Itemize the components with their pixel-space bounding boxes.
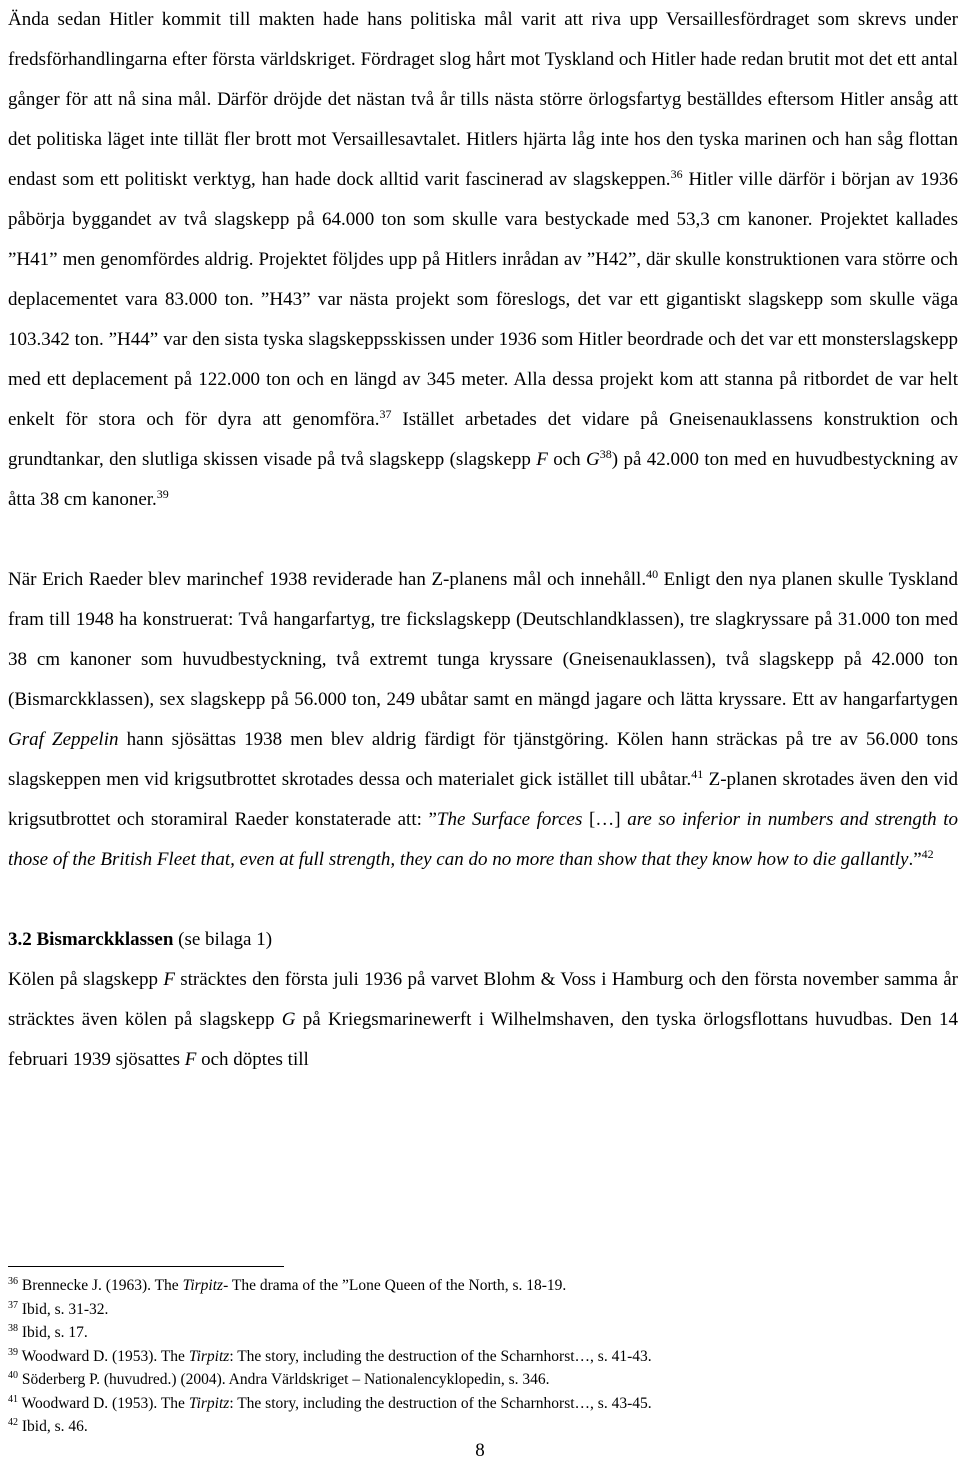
text-run: och döptes till	[196, 1049, 309, 1070]
text-run: […]	[582, 809, 628, 830]
section-title: 3.2 Bismarckklassen	[8, 929, 174, 950]
footnote-item	[8, 1415, 958, 1439]
footnote-text: Ibid, s. 46.	[18, 1418, 88, 1435]
text-run: Enligt den nya planen skulle Tyskland fram till 1948 ha konstruerat: Två hangarfartyg, tre fickslagskepp (Deutschlandklassen), tre slagkryssare på 31.000 ton med 38 cm kanoner som huvudbestyckning, två extremt tunga kryssare (Gneisenauklassen), två slagskepp på 42.000 ton (Bismarckklassen), sex slagskepp på 56.000 ton, 249 ubåtar samt en mängd jagare och lätta kryssare. Ett av hangarfartygen	[8, 569, 958, 710]
footnote-separator	[8, 1266, 284, 1267]
section-heading	[8, 920, 958, 960]
text-run: Ända sedan Hitler kommit till makten hade hans politiska mål varit att riva upp Versaillesfördraget som skrevs under fredsförhandlingarna efter första världskriget. Fördraget slog hårt mot Tyskland och Hitler hade redan brutit mot det ett antal gånger för att nå sina mål. Därför dröjde det nästan två år tills nästa större örlogsfartyg beställdes eftersom Hitler ansåg att det politiska läget inte tillät fler brott mot Versaillesavtalet. Hitlers hjärta låg inte hos den tyska marinen och han såg flottan endast som ett politiskt verktyg, han hade dock alltid varit fascinerad av slagskeppen.	[8, 9, 958, 190]
footnote-number: 39	[8, 1346, 18, 1358]
text-run: Kölen på slagskepp	[8, 969, 164, 990]
footnote-ref-37[interactable]: 37	[379, 407, 392, 421]
text-run: Z-planen skrotades även den vid krigsutbrottet och storamiral Raeder konstaterade att: ”	[8, 769, 958, 830]
footnote-italic: Tirpitz	[188, 1347, 230, 1365]
footnote-italic: Tirpitz-	[182, 1277, 229, 1294]
section-note: (se bilaga 1)	[173, 929, 273, 950]
italic-ship-f: F	[536, 449, 548, 470]
text-run: När Erich Raeder blev marinchef 1938 reviderade han Z-planens mål och innehåll.	[8, 569, 647, 590]
footnote-number: 42	[8, 1417, 18, 1428]
footnote-item	[8, 1274, 958, 1298]
paragraph-bismarck	[8, 960, 958, 1080]
italic-ship-f: F	[184, 1049, 197, 1070]
page-number: 8	[475, 1440, 485, 1461]
footnote-ref-41[interactable]: 41	[691, 767, 704, 781]
text-run: Hitler ville därför i början av 1936 påbörja byggandet av två slagskepp på 64.000 ton som skulle vara bestyckade med 53,3 cm kanoner. Projektet kallades ”H41” men genomfördes aldrig. Projektet följdes upp på Hitlers inrådan av ”H42”, där skulle konstruktionen vara större och deplacementet vara 83.000 ton. ”H43” var nästa projekt som föreslogs, det var ett gigantiskt slagskepp som skulle väga 103.342 ton. ”H44” var den sista tyska slagskeppsskissen under 1936 som Hitler beordrade och det var ett monsterslagskepp med ett deplacement på 122.000 ton och en längd av 345 meter. Alla dessa projekt kom att stanna på ritbordet de var helt enkelt för stora och för dyra att genomföra.	[8, 169, 958, 430]
footnote-ref-38[interactable]: 38	[599, 447, 612, 461]
footnote-item	[8, 1321, 958, 1345]
italic-graf-zeppelin: Graf Zeppelin	[8, 729, 119, 750]
footnote-text: Woodward D. (1953). The	[18, 1394, 189, 1412]
text-run: .”	[908, 849, 922, 870]
italic-ship-g: G	[586, 449, 600, 470]
footnote-text: Ibid, s. 17.	[18, 1324, 88, 1341]
text-run: hann sjösättas 1938 men blev aldrig färdigt för tjänstgöring. Kölen hann sträckas på tre av 56.000 tons slagskeppen men vid krigsutbrottet skrotades dessa och materialet gick istället till ubåtar.	[8, 729, 958, 790]
footnote-number: 38	[8, 1323, 18, 1334]
footnote-number: 36	[8, 1276, 18, 1287]
footnote-item	[8, 1298, 958, 1322]
footnote-item	[8, 1392, 958, 1416]
text-run: och	[547, 449, 587, 470]
paragraph-z-plan	[8, 560, 958, 880]
footnote-italic: Tirpitz	[188, 1394, 230, 1412]
footnote-number: 41	[8, 1393, 18, 1405]
paragraph-versailles	[8, 0, 958, 520]
text-run: på Kriegsmarinewerft i Wilhelmshaven, den tyska örlogsflottans huvudbas. Den 14 februari 1939 sjösattes	[8, 1009, 958, 1070]
footnote-item	[8, 1368, 958, 1392]
footnote-ref-42[interactable]: 42	[921, 847, 934, 861]
footnote-text: Woodward D. (1953). The	[18, 1347, 189, 1365]
footnote-text: The drama of the ”Lone Queen of the North, s. 18-19.	[228, 1277, 567, 1294]
italic-ship-f: F	[163, 969, 175, 990]
footnote-ref-40[interactable]: 40	[646, 567, 659, 581]
footnote-ref-36[interactable]: 36	[670, 167, 683, 181]
text-run: Istället arbetades det vidare på Gneisenauklassens konstruktion och grundtankar, den slutliga skissen visade på två slagskepp (slagskepp	[8, 409, 958, 470]
footnote-text: Söderberg P. (huvudred.) (2004). Andra Världskriget – Nationalencyklopedin, s. 346.	[18, 1371, 550, 1388]
text-run: ) på 42.000 ton med en huvudbestyckning av åtta 38 cm kanoner.	[8, 449, 958, 510]
footnote-text: Brennecke J. (1963). The	[18, 1277, 183, 1294]
italic-quote: The Surface forces	[436, 809, 583, 830]
footnote-text: : The story, including the destruction of the Scharnhorst…, s. 41-43.	[229, 1347, 652, 1365]
italic-quote: are so inferior in numbers and strength to those of the British Fleet that, even at full strength, they can do no more than show that they know how to die gallantly	[8, 809, 958, 870]
footnotes	[8, 1274, 958, 1439]
document-page	[8, 0, 958, 1080]
footnote-text: : The story, including the destruction of the Scharnhorst…, s. 43-45.	[229, 1394, 652, 1412]
footnote-text: Ibid, s. 31-32.	[18, 1300, 109, 1318]
italic-ship-g: G	[281, 1009, 296, 1030]
footnote-number: 37	[8, 1299, 18, 1311]
footnote-item	[8, 1345, 958, 1369]
footnote-number: 40	[8, 1370, 18, 1381]
text-run: sträcktes den första juli 1936 på varvet Blohm & Voss i Hamburg och den första november samma år sträcktes även kölen på slagskepp	[8, 969, 958, 1030]
footnote-ref-39[interactable]: 39	[156, 487, 169, 501]
